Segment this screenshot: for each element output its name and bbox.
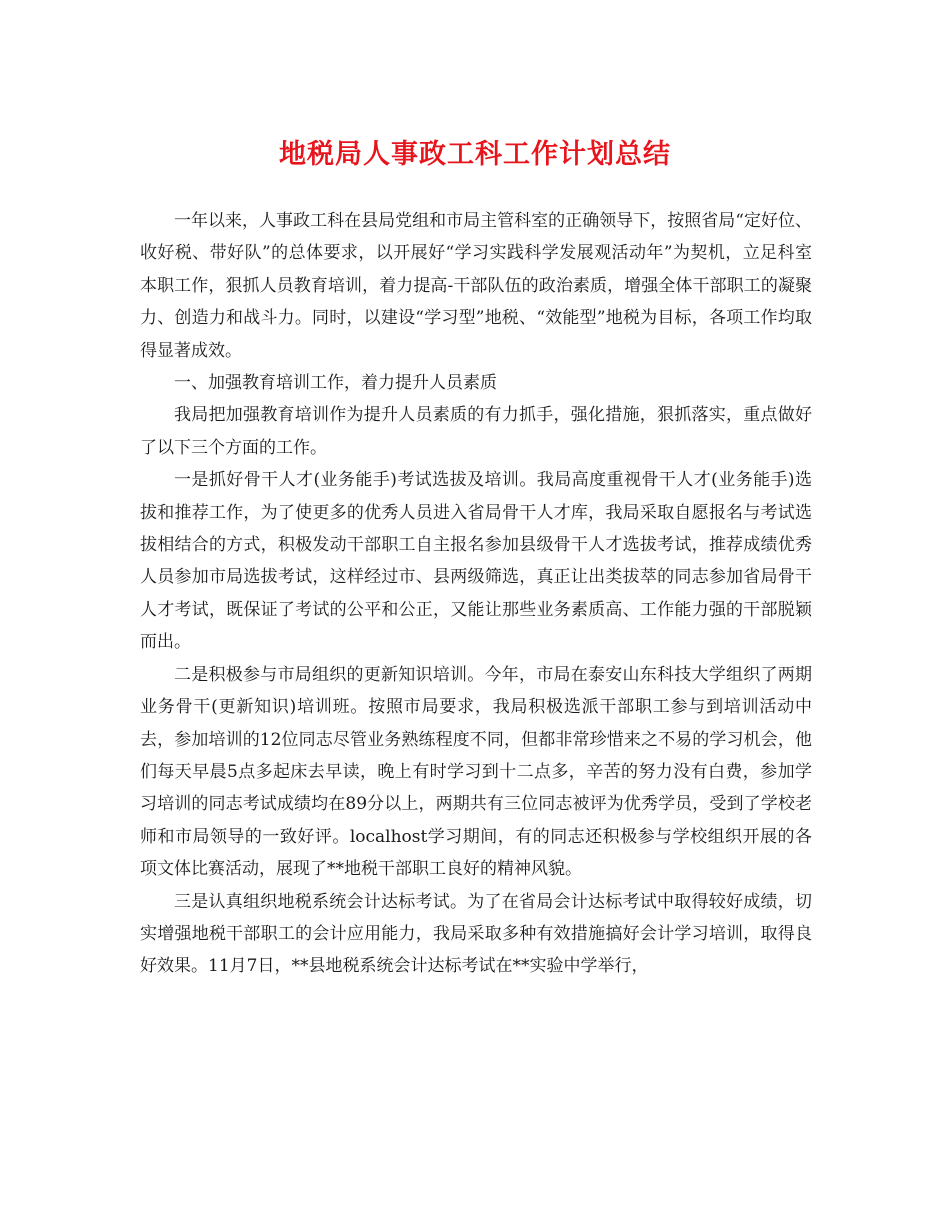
document-body (140, 205, 812, 983)
paragraph-knowledge-training: 二是积极参与市局组织的更新知识培训。今年，市局在泰安山东科技大学组织了两期业务骨干(更新知识)培训班。按照市局要求，我局积极选派干部职工参与到培训活动中去，参加培训的12位同志尽管业务熟练程度不同，但都非常珍惜来之不易的学习机会，他们每天早晨5点多起床去早读，晚上有时学习到十二点多，辛苦的努力没有白费，参加学习培训的同志考试成绩均在89分以上，两期共有三位同志被评为优秀学员，受到了学校老师和市局领导的一致好评。localhost学习期间，有的同志还积极参与学校组织开展的各项文体比赛活动，展现了**地税干部职工良好的精神风貌。 (140, 664, 812, 880)
section-heading-1: 一、加强教育培训工作，着力提升人员素质 (174, 373, 497, 394)
paragraph-accounting-exam: 三是认真组织地税系统会计达标考试。为了在省局会计达标考试中取得较好成绩，切实增强地税干部职工的会计应用能力，我局采取多种有效措施搞好会计学习培训，取得良好效果。11月7日，**县地税系统会计达标考试在**实验中学举行， (140, 891, 812, 977)
paragraph-intro: 一年以来，人事政工科在县局党组和市局主管科室的正确领导下，按照省局“定好位、收好税、带好队”的总体要求，以开展好“学习实践科学发展观活动年”为契机，立足科室本职工作，狠抓人员教育培训，着力提高-干部队伍的政治素质，增强全体干部职工的凝聚力、创造力和战斗力。同时，以建设“学习型”地税、“效能型”地税为目标，各项工作均取得显著成效。 (140, 211, 812, 361)
paragraph-training-overview: 我局把加强教育培训作为提升人员素质的有力抓手，强化措施，狠抓落实，重点做好了以下三个方面的工作。 (140, 405, 812, 458)
paragraph-talent-selection: 一是抓好骨干人才(业务能手)考试选拔及培训。我局高度重视骨干人才(业务能手)选拔和推荐工作，为了使更多的优秀人员进入省局骨干人才库，我局采取自愿报名与考试选拔相结合的方式，积极发动干部职工自主报名参加县级骨干人才选拔考试，推荐成绩优秀人员参加市局选拔考试，这样经过市、县两级筛选，真正让出类拔萃的同志参加省局骨干人才考试，既保证了考试的公平和公正，又能让那些业务素质高、工作能力强的干部脱颖而出。 (140, 470, 812, 653)
document-title: 地税局人事政工科工作计划总结 (279, 139, 671, 170)
